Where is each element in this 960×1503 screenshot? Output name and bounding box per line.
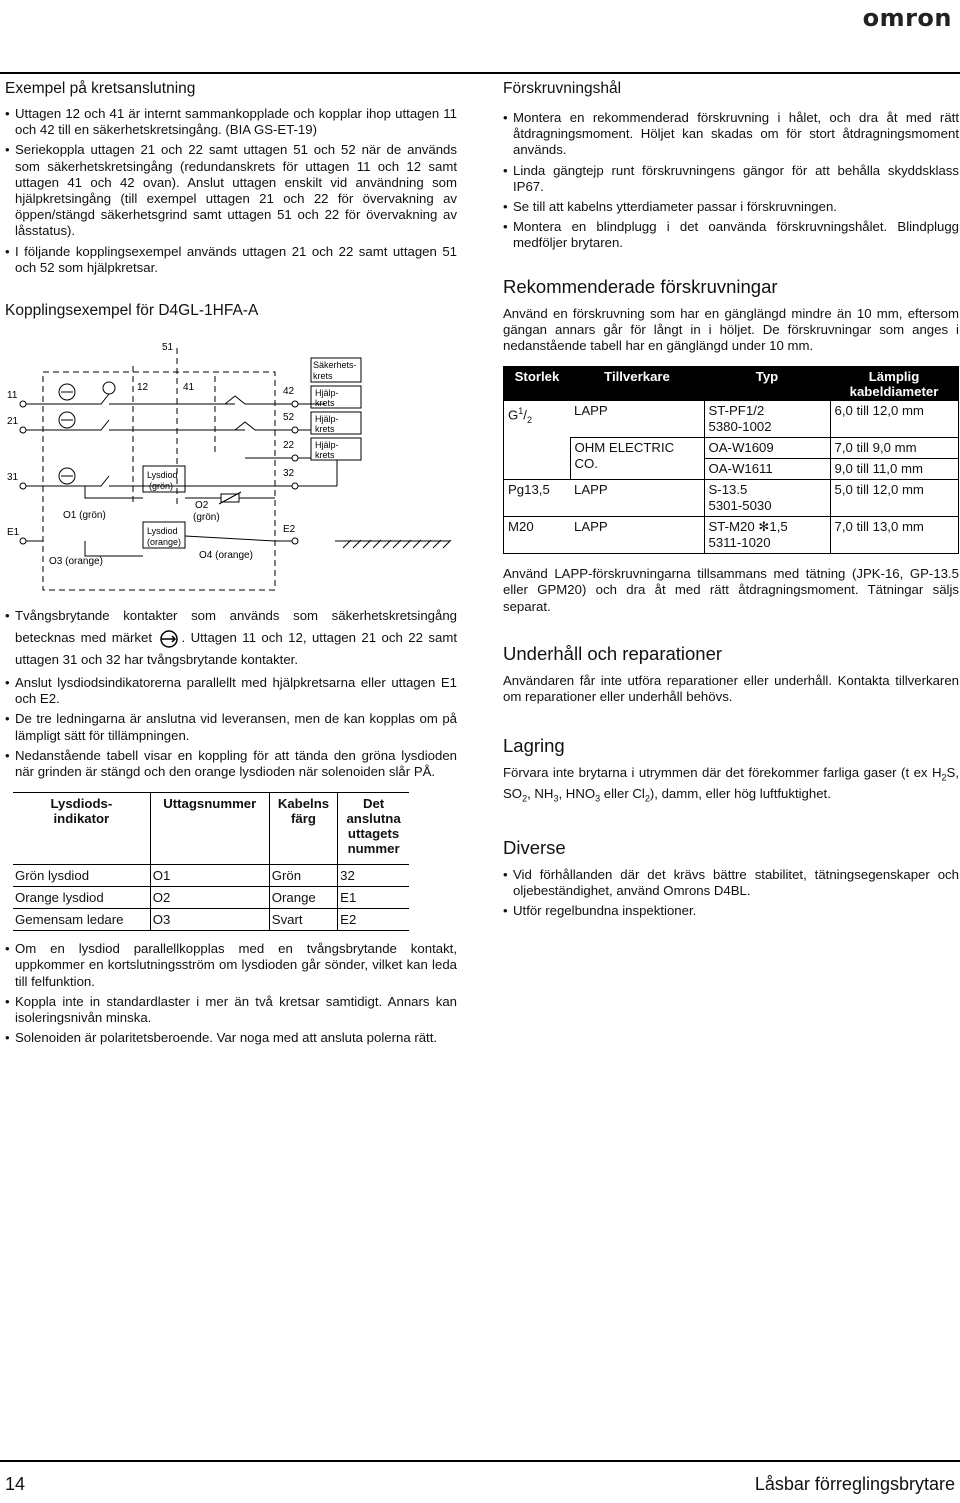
list-item: • Uttagen 12 och 41 är internt sammankopplade och kopplar ihop uttagen 11 och 42 till en säkerhetskretsingång. (BIA GS-ET-19) [5, 106, 457, 138]
list-item: • Utför regelbundna inspektioner. [503, 903, 959, 919]
aux-label-3a: Hjälp- [315, 440, 339, 451]
aux-label-3b: krets [315, 450, 335, 461]
col-type: Typ [704, 367, 830, 402]
aux-label-1b: krets [315, 398, 335, 409]
list-item: • Om en lysdiod parallellkopplas med en tvångsbrytande kontakt, uppkommer en kortslutningsström om lysdioden går sönder, vilket kan leda till felfunktion. [5, 941, 457, 990]
label-31: 31 [7, 472, 19, 484]
col-led: Lysdiods- indikator [13, 793, 150, 865]
table-row [13, 887, 409, 909]
cell: E2 [338, 909, 409, 931]
header-rule [0, 72, 960, 74]
table-row [504, 401, 959, 438]
forced-text-post: . Uttagen 11 och 12, uttagen 21 och 22 samt uttagen 31 och 32 har tvångsbrytande kontakter. [15, 630, 457, 668]
label-32: 32 [283, 468, 295, 480]
list-item: • Montera en rekommenderad förskruvning i hålet, och dra åt med rätt åtdragningsmoment. Höljet kan skadas om för stort åtdragningsmoment används. [503, 110, 959, 159]
section-heading-holes: Förskruvningshål [503, 80, 622, 97]
footer-title: Låsbar förreglingsbrytare [754, 1474, 955, 1494]
cell: OHM ELECTRIC CO. [570, 438, 704, 480]
label-21: 21 [7, 416, 19, 428]
terminal-32 [292, 483, 298, 489]
safety-label-1: Säkerhets- [313, 360, 357, 371]
gland-table [503, 366, 959, 554]
misc-list [503, 867, 959, 920]
section-heading-maintenance: Underhåll och reparationer [503, 642, 723, 664]
right-column [503, 80, 959, 924]
glands-note: Använd LAPP-förskruvningarna tillsammans med tätning (JPK-16, GP-13.5 eller GPM20) och dra åt med rätt åtdragningsmoment. Tätningar säljs separat. [503, 566, 959, 614]
label-42: 42 [283, 386, 295, 398]
cell-type: ST-M20 ✻1,5 5311-1020 [704, 517, 830, 554]
aux-label-1a: Hjälp- [315, 388, 339, 399]
table-row [504, 480, 959, 517]
cell: O3 [150, 909, 269, 931]
label-22: 22 [283, 440, 295, 452]
terminal-22 [292, 455, 298, 461]
terminal-31 [20, 483, 26, 489]
cell-type: ST-PF1/2 5380-1002 [704, 401, 830, 438]
label-o2-2: (grön) [193, 512, 220, 524]
label-o3: O3 (orange) [49, 556, 103, 568]
col-terminal: Uttagsnummer [150, 793, 269, 865]
list-item-forced [5, 605, 457, 671]
section-heading-storage: Lagring [503, 735, 565, 757]
section-heading-example: Kopplingsexempel för D4GL-1HFA-A [5, 302, 259, 320]
led-green-label-1: Lysdiod [147, 470, 178, 481]
cell: Grön [269, 865, 337, 887]
cell: LAPP [570, 517, 704, 554]
storage-text: Förvara inte brytarna i utrymmen där det förekommer farliga gaser (t ex $H_2S$, $SO_2$, $NH_3$, $HNO_3$ eller $Cl_2$), damm, eller hög luftfuktighet. [503, 765, 959, 804]
cell: OA-W1611 [704, 459, 830, 480]
label-o4: O4 (orange) [199, 550, 253, 562]
cell: O1 [150, 865, 269, 887]
cell: LAPP [574, 403, 608, 419]
table-row [504, 517, 959, 554]
cell: LAPP [570, 480, 704, 517]
terminal-11 [20, 401, 26, 407]
forced-contact-mark-icon [157, 630, 181, 648]
list-item: • I följande kopplingsexempel används uttagen 21 och 22 samt uttagen 51 och 52 som hjälpkretsar. [5, 244, 457, 276]
label-51: 51 [162, 342, 174, 354]
cell-type: S-13.5 5301-5030 [704, 480, 830, 517]
col-size: Storlek [504, 367, 571, 402]
cell: O2 [150, 887, 269, 909]
label-o1: O1 (grön) [63, 510, 106, 522]
label-12: 12 [137, 382, 149, 394]
list-item: • Anslut lysdiodsindikatorerna parallellt med hjälpkretsarna eller uttagen E1 och E2. [5, 675, 457, 707]
col-diameter: Lämplig kabeldiameter [830, 367, 959, 402]
contact-circle [103, 382, 115, 394]
page-number: 14 [5, 1474, 26, 1494]
cell: 9,0 till 11,0 mm [830, 459, 959, 480]
table-row [504, 438, 959, 459]
section-heading-glands: Rekommenderade förskruvningar [503, 275, 778, 297]
table-row [13, 909, 409, 931]
bullet-list-1 [5, 106, 457, 276]
cell: Svart [269, 909, 337, 931]
label-E1: E1 [7, 527, 20, 539]
col-color: Kabelns färg [269, 793, 337, 865]
list-item: • Se till att kabelns ytterdiameter passar i förskruvningen. [503, 199, 959, 215]
list-item: • Linda gängtejp runt förskruvningens gängor för att behålla skyddsklass IP67. [503, 163, 959, 195]
forced-text-pre: Tvångsbrytande kontakter som används som säkerhetskretsingång betecknas med märket [15, 608, 457, 646]
label-o2-1: O2 [195, 500, 209, 512]
cell: E1 [338, 887, 409, 909]
holes-list [503, 110, 959, 252]
cell: 5,0 till 12,0 mm [830, 480, 959, 517]
led-orange-label-1: Lysdiod [147, 526, 178, 537]
cell: Gemensam ledare [15, 912, 124, 928]
table-row [13, 865, 409, 887]
omron-logo: omron [862, 4, 952, 32]
terminal-E2 [292, 538, 298, 544]
aux-label-2a: Hjälp- [315, 414, 339, 425]
wiring-diagram [5, 336, 457, 596]
cell-g12: $G^1/_2$ [508, 406, 532, 426]
cell: Grön lysdiod [13, 865, 150, 887]
cell: Pg13,5 [504, 480, 571, 517]
cell: Orange [269, 887, 337, 909]
terminal-42 [292, 401, 298, 407]
cell: 6,0 till 12,0 mm [830, 401, 959, 438]
list-item: • Vid förhållanden där det krävs bättre stabilitet, tätningsegenskaper och oljebeständighet, använd Omrons D4BL. [503, 867, 959, 899]
label-41: 41 [183, 382, 195, 394]
cell: 7,0 till 13,0 mm [830, 517, 959, 554]
cell: Orange lysdiod [13, 887, 150, 909]
cell: M20 [504, 517, 571, 554]
led-orange-label-2: (orange) [147, 537, 182, 548]
footer-rule [0, 1460, 960, 1462]
list-item: • Nedanstående tabell visar en koppling för att tända den gröna lysdioden när grinden är stängd och den orange lysdioden när solenoiden slår PÅ. [5, 748, 457, 780]
list-item: • Seriekoppla uttagen 21 och 22 samt uttagen 51 och 52 när de används som säkerhetskretsingång (redundanskrets för uttagen 11 och 12 samt uttagen 41 och 42 ovan). Anslut uttagen enskilt vid användning som hjälpkretsingång (till exempel uttagen 21 och 22 för övervakning av öppen/stängd säkerhetsgrind samt uttagen 51 och 22 för övervakning av låsstatus). [5, 142, 457, 239]
list-item: • De tre ledningarna är anslutna vid leveransen, men de kan kopplas om på lämpligt sätt för tillämpningen. [5, 711, 457, 743]
section-heading-circuit: Exempel på kretsanslutning [5, 80, 196, 97]
cell: OA-W1609 [704, 438, 830, 459]
label-E2: E2 [283, 524, 296, 536]
section-heading-misc: Diverse [503, 836, 566, 858]
maintenance-text: Användaren får inte utföra reparationer eller underhåll. Kontakta tillverkaren om reparationer eller underhåll behövs. [503, 672, 959, 705]
bullet-list-2 [5, 605, 457, 780]
glands-intro: Använd en förskruvning som har en gänglängd mindre än 10 mm, eftersom gängan annars går för långt in i höljet. De förskruvningar som anges i nedanstående tabell har en gänglängd under 10 mm. [503, 305, 959, 354]
label-52: 52 [283, 412, 295, 424]
terminal-21 [20, 427, 26, 433]
bullet-list-3 [5, 941, 457, 1046]
list-item: • Montera en blindplugg i det oanvända förskruvningshålet. Blindplugg medföljer brytaren. [503, 219, 959, 251]
terminal-52 [292, 427, 298, 433]
terminal-E1 [20, 538, 26, 544]
col-manufacturer: Tillverkare [570, 367, 704, 402]
cell: 32 [338, 865, 409, 887]
aux-label-2b: krets [315, 424, 335, 435]
led-green-label-2: (grön) [149, 481, 174, 492]
col-connected: Det anslutna uttagets nummer [338, 793, 409, 865]
safety-label-2: krets [313, 371, 333, 382]
label-11: 11 [7, 390, 18, 402]
list-item: • Koppla inte in standardlaster i mer än två kretsar samtidigt. Annars kan isoleringsnivån minska. [5, 994, 457, 1026]
cell: 7,0 till 9,0 mm [830, 438, 959, 459]
left-column [5, 80, 457, 1050]
list-item: • Solenoiden är polaritetsberoende. Var noga med att ansluta polerna rätt. [5, 1030, 457, 1046]
led-connection-table [13, 792, 409, 931]
